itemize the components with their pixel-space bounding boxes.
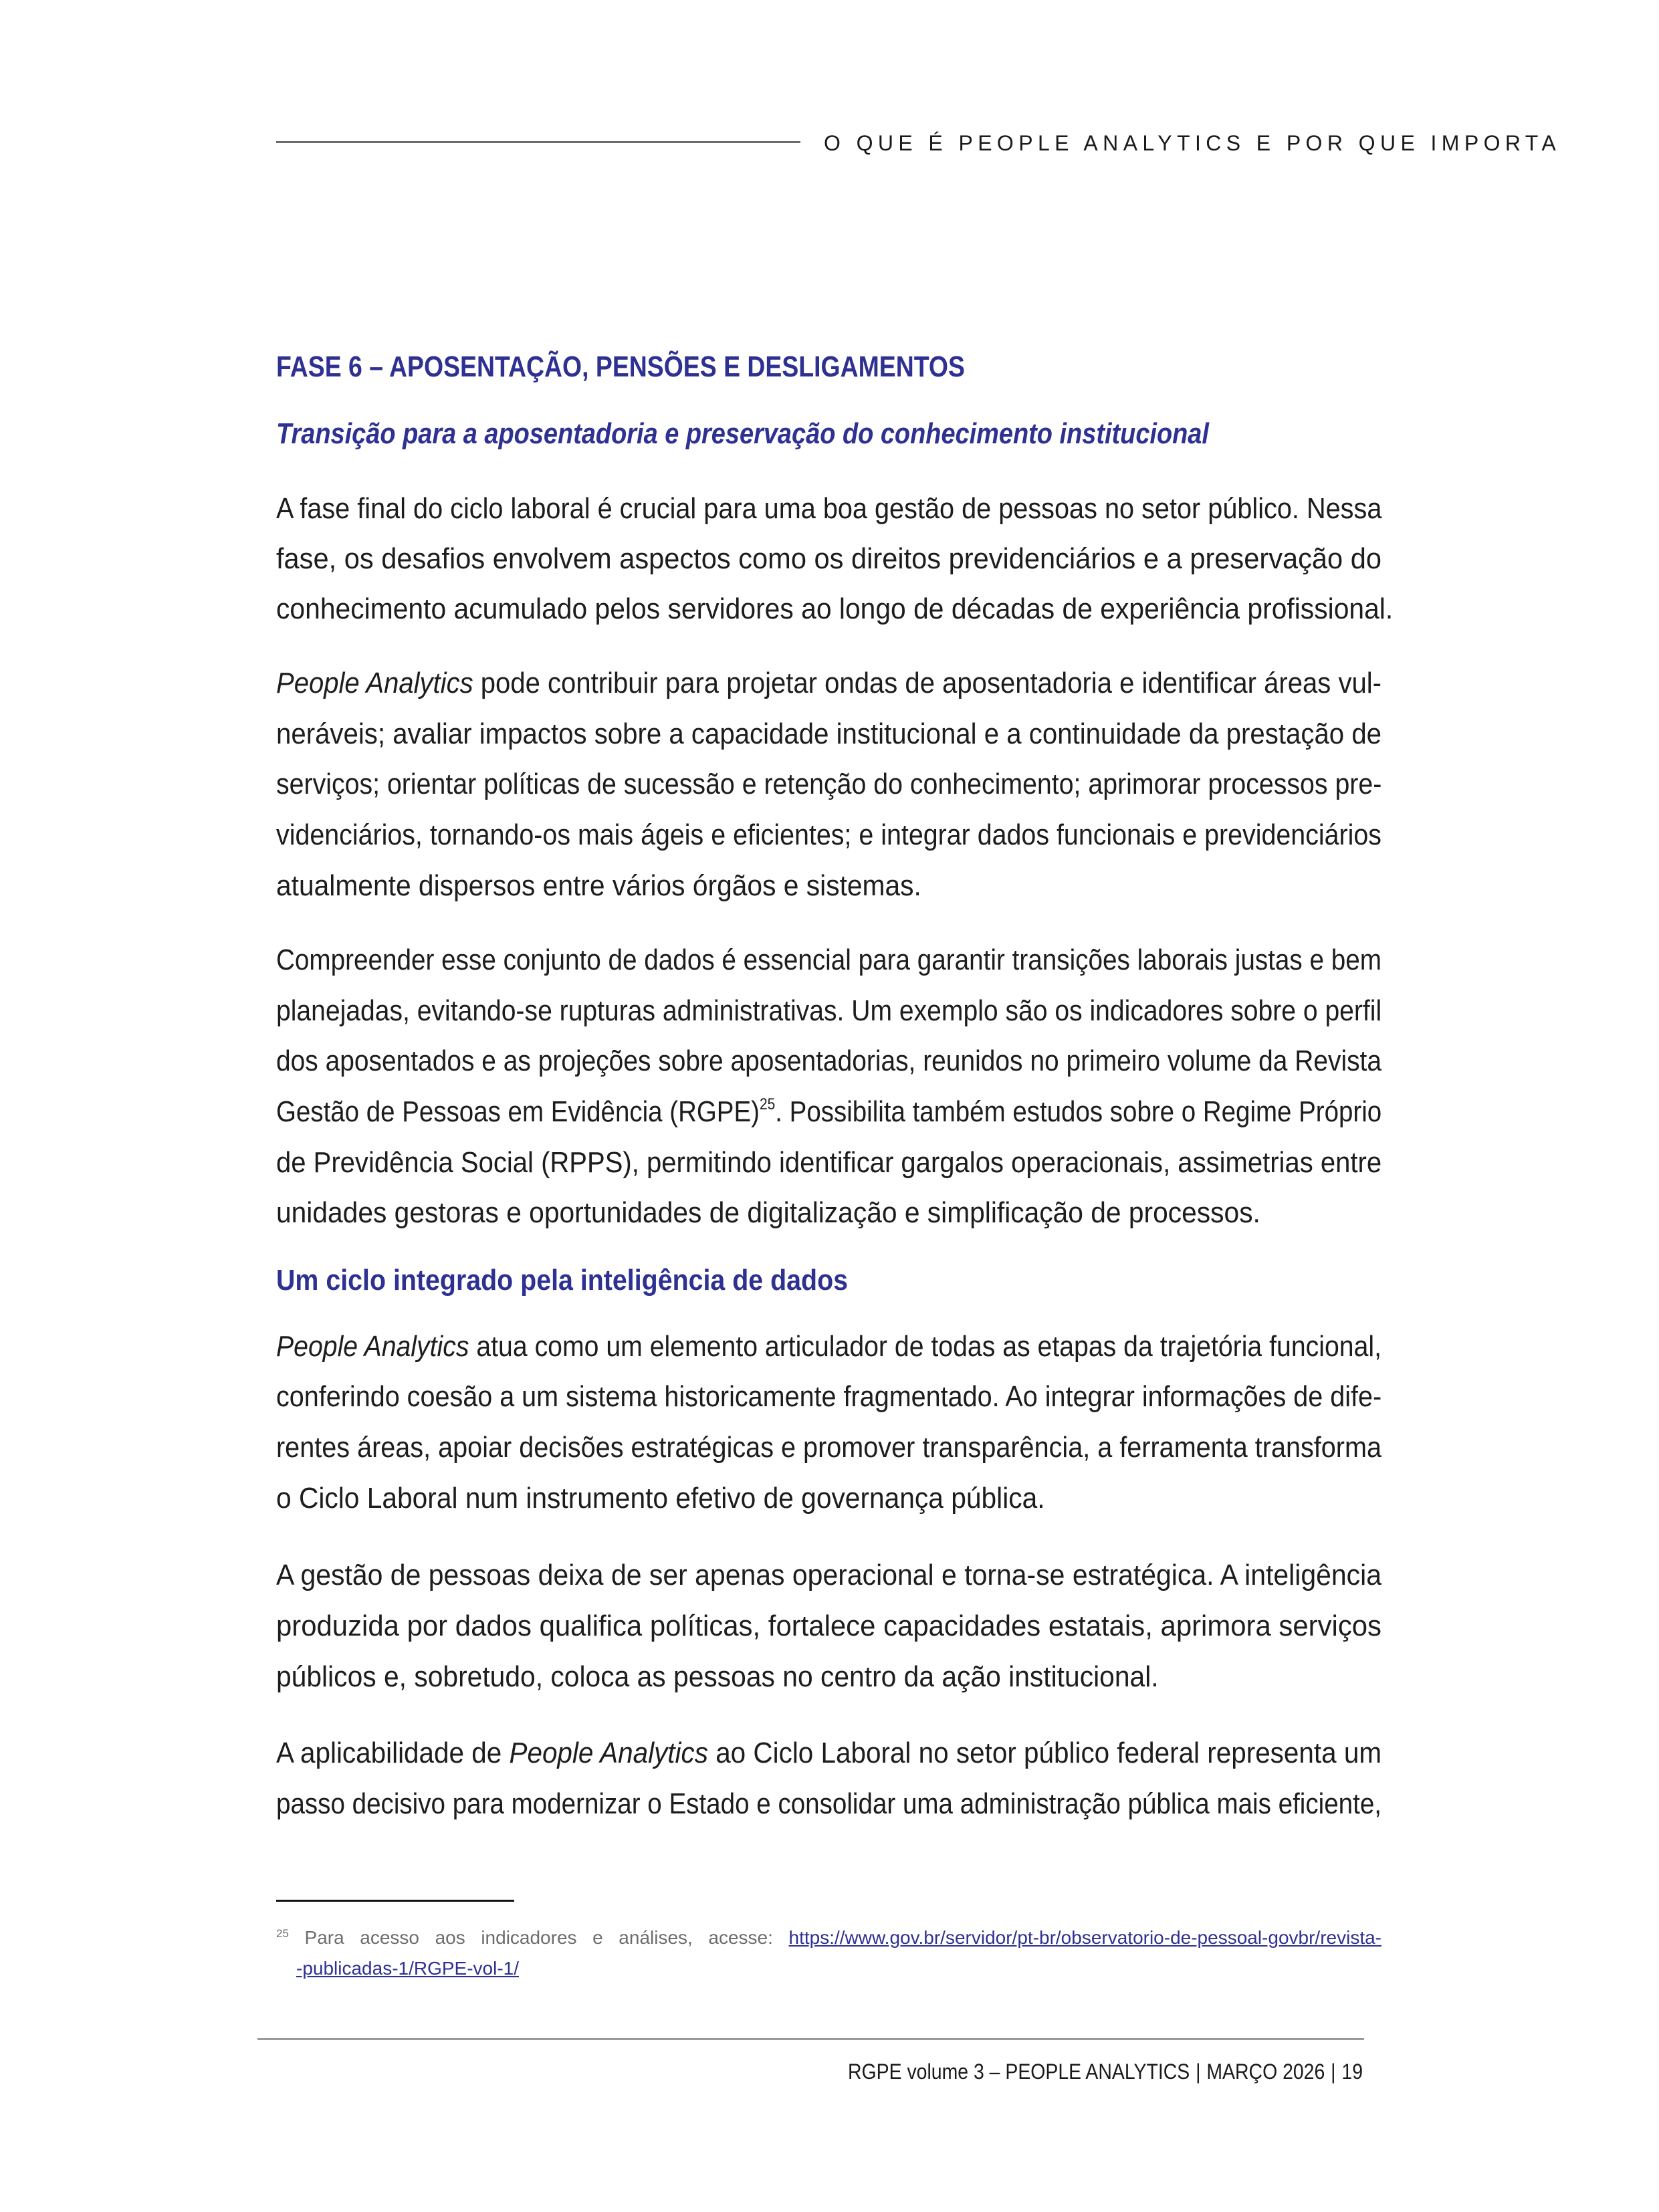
footnote-line <box>296 1958 519 1979</box>
footnote-number: 25 <box>276 1927 289 1940</box>
paragraph-line: fase, os desafios envolvem aspectos como os direitos previdenciários e a preservação do <box>276 542 1381 575</box>
paragraph-line: A fase final do ciclo laboral é crucial para uma boa gestão de pessoas no setor público. Nessa <box>276 492 1382 525</box>
paragraph-line <box>276 1737 1381 1770</box>
footnote-text: Para acesso aos indicadores e análises, acesse: <box>304 1927 789 1948</box>
text-run: A aplicabilidade de <box>276 1737 510 1769</box>
paragraph-line: conhecimento acumulado pelos servidores ao longo de décadas de experiência profissional. <box>276 592 1394 625</box>
footer-publication: RGPE volume 3 – PEOPLE ANALYTICS <box>847 2060 1190 2084</box>
paragraph-line: de Previdência Social (RPPS), permitindo identificar gargalos operacionais, assimetrias entre <box>276 1146 1382 1179</box>
paragraph-line <box>276 1330 1381 1363</box>
text-run: pode contribuir para projetar ondas de aposentadoria e identificar áreas vul- <box>473 667 1381 699</box>
paragraph-line: o Ciclo Laboral num instrumento efetivo de governança pública. <box>276 1482 1045 1515</box>
paragraph-line: conferindo coesão a um sistema historicamente fragmentado. Ao integrar informações de dife- <box>276 1380 1382 1413</box>
text-run: ao Ciclo Laboral no setor público federal representa um <box>707 1737 1382 1769</box>
italic-term: People Analytics <box>276 1330 469 1363</box>
running-header-title: O QUE É PEOPLE ANALYTICS E POR QUE IMPORTA <box>824 131 1561 155</box>
paragraph-line: atualmente dispersos entre vários órgãos e sistemas. <box>276 869 921 902</box>
footnote-link[interactable]: https://www.gov.br/servidor/pt-br/observatorio-de-pessoal-govbr/revista- <box>788 1927 1381 1948</box>
page-footer <box>848 2060 1363 2084</box>
italic-term: People Analytics <box>276 667 473 699</box>
paragraph-line: produzida por dados qualifica políticas, fortalece capacidades estatais, aprimora serviços <box>276 1610 1381 1642</box>
paragraph-line: unidades gestoras e oportunidades de digitalização e simplificação de processos. <box>276 1196 1260 1229</box>
paragraph-line: rentes áreas, apoiar decisões estratégicas e promover transparência, a ferramenta transforma <box>276 1431 1381 1464</box>
footnote-line <box>276 1927 1381 1949</box>
footer-separator: | <box>1196 2060 1201 2084</box>
page-number: 19 <box>1341 2060 1363 2084</box>
footnote-reference[interactable]: 25 <box>759 1095 776 1113</box>
paragraph-line: dos aposentados e as projeções sobre aposentadorias, reunidos no primeiro volume da Revista <box>276 1044 1381 1077</box>
footer-date: MARÇO 2026 <box>1206 2060 1325 2084</box>
section-subtitle: Transição para a aposentadoria e preservação do conhecimento institucional <box>276 417 1209 450</box>
footer-separator: | <box>1331 2060 1336 2084</box>
paragraph-line: neráveis; avaliar impactos sobre a capacidade institucional e a continuidade da prestação de <box>276 717 1382 750</box>
paragraph-line: passo decisivo para modernizar o Estado e consolidar uma administração pública mais eficiente, <box>276 1787 1381 1820</box>
text-run: atua como um elemento articulador de todas as etapas da trajetória funcional, <box>469 1330 1381 1363</box>
paragraph-line: públicos e, sobretudo, coloca as pessoas no centro da ação institucional. <box>276 1660 1159 1693</box>
subheading: Um ciclo integrado pela inteligência de dados <box>276 1264 848 1297</box>
paragraph-line: videnciários, tornando-os mais ágeis e eficientes; e integrar dados funcionais e previdenciários <box>276 818 1381 851</box>
paragraph-line: Compreender esse conjunto de dados é essencial para garantir transições laborais justas e bem <box>276 944 1381 976</box>
text-run: . Possibilita também estudos sobre o Regime Próprio <box>775 1095 1382 1128</box>
footnote-separator <box>276 1900 514 1902</box>
paragraph-line <box>276 667 1381 700</box>
paragraph-line <box>276 1095 1381 1129</box>
footer-rule <box>257 2038 1364 2040</box>
footnote-link-continued[interactable]: -publicadas-1/RGPE-vol-1/ <box>296 1958 520 1979</box>
text-run: Gestão de Pessoas em Evidência (RGPE) <box>276 1095 760 1128</box>
section-title: FASE 6 – APOSENTAÇÃO, PENSÕES E DESLIGAMENTOS <box>276 350 965 383</box>
paragraph-line: A gestão de pessoas deixa de ser apenas operacional e torna-se estratégica. A inteligência <box>276 1559 1381 1591</box>
italic-term: People Analytics <box>509 1737 708 1769</box>
paragraph-line: serviços; orientar políticas de sucessão e retenção do conhecimento; aprimorar processos pre- <box>276 768 1382 800</box>
paragraph-line: planejadas, evitando-se rupturas administrativas. Um exemplo são os indicadores sobre o perfil <box>276 994 1382 1027</box>
header-rule <box>276 141 800 143</box>
